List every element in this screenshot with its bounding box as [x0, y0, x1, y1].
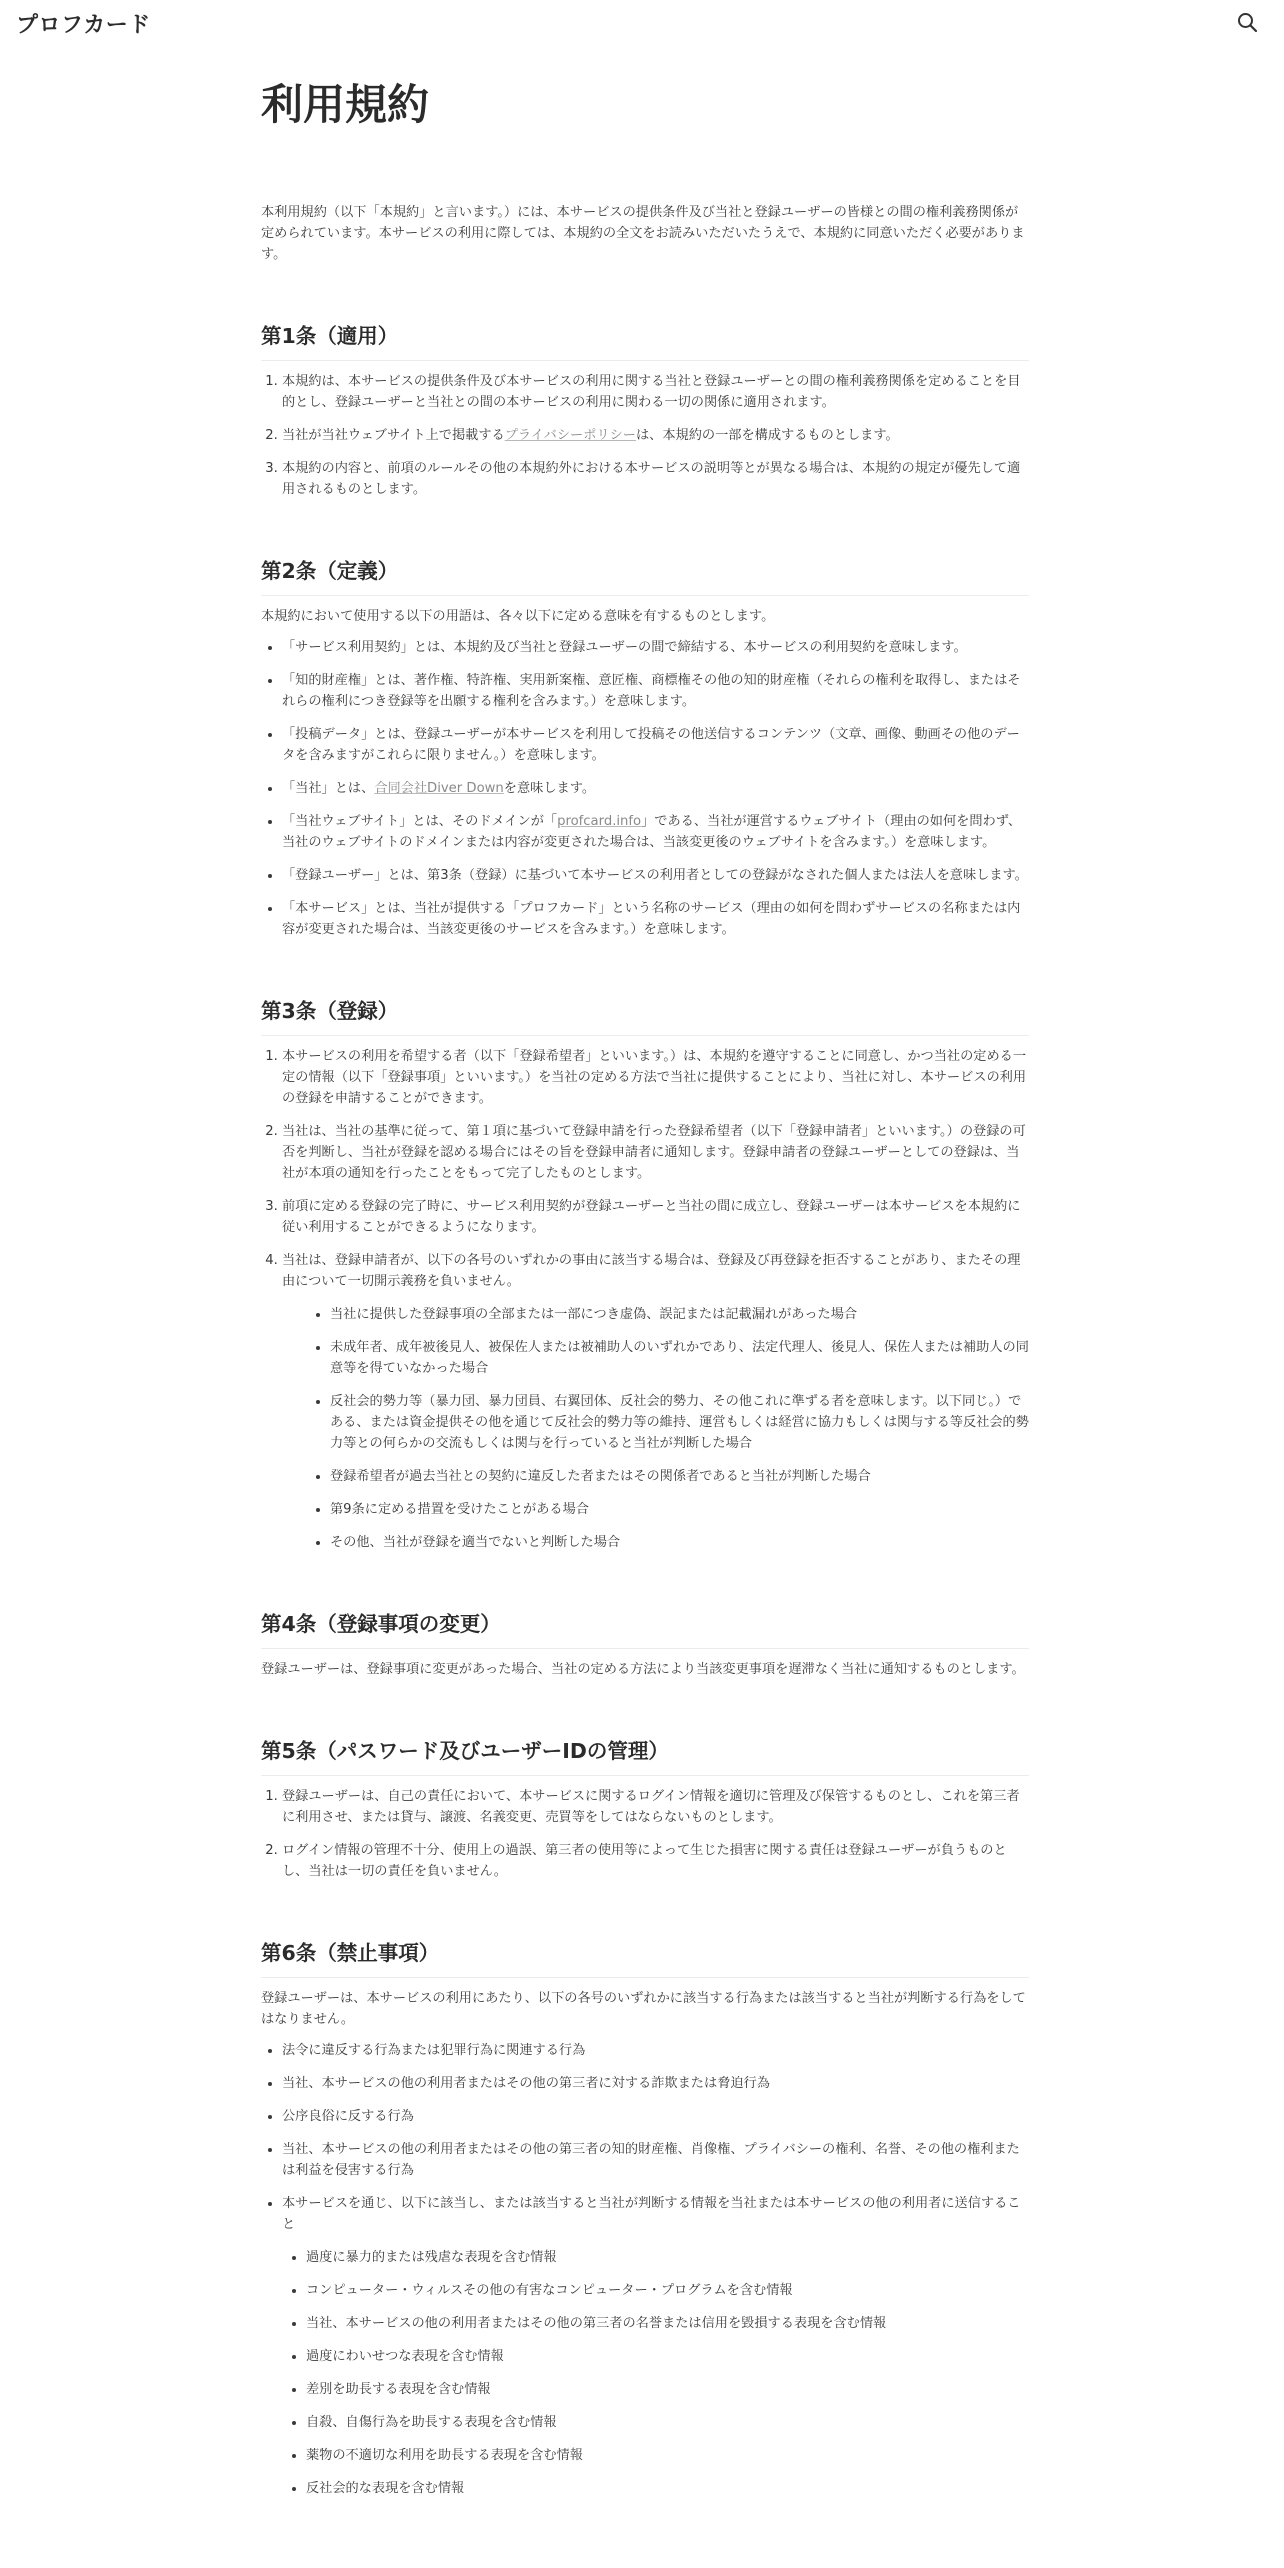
- website-link[interactable]: profcard.info: [557, 814, 642, 829]
- article-heading: 第2条（定義）: [261, 558, 1029, 596]
- page-title: 利用規約: [261, 80, 430, 129]
- list-item: • 当社、本サービスの他の利用者またはその他の第三者に対する詐欺または脅迫行為: [282, 2073, 1029, 2094]
- article-3: [261, 998, 1029, 1553]
- list-item-text: 当社は、登録申請者が、以下の各号のいずれかの事由に該当する場合は、登録及び再登録を拒否することがあり、またその理由について一切開示義務を負いません。: [282, 1253, 1021, 1289]
- list-item-text: 」である、当社が運営するウェブサイト（理由の如何を問わず、当社のウェブサイトのドメインまたは内容が変更された場合は、当該変更後のウェブサイトを含みます。）を意味します。: [282, 814, 1022, 850]
- list-item: • 「知的財産権」とは、著作権、特許権、実用新案権、意匠権、商標権その他の知的財産権（それらの権利を取得し、またはそれらの権利につき登録等を出願する権利を含みます。）を意味します。: [282, 670, 1029, 712]
- list-item: 1. 登録ユーザーは、自己の責任において、本サービスに関するログイン情報を適切に管理及び保管するものとし、これを第三者に利用させ、または貸与、譲渡、名義変更、売買等をしてはならないものとします。: [282, 1786, 1029, 1828]
- list-item-text: 本サービスを通じ、以下に該当し、または該当すると当社が判断する情報を当社または本サービスの他の利用者に送信すること: [282, 2196, 1021, 2232]
- sub-bullet-list: [282, 2247, 1029, 2499]
- sub-list-item: • その他、当社が登録を適当でないと判断した場合: [330, 1532, 1029, 1553]
- list-item: • 当社、本サービスの他の利用者またはその他の第三者の知的財産権、肖像権、プライバシーの権利、名誉、その他の権利または利益を侵害する行為: [282, 2139, 1029, 2181]
- list-item: 2. ログイン情報の管理不十分、使用上の過誤、第三者の使用等によって生じた損害に関する責任は登録ユーザーが負うものとし、当社は一切の責任を負いません。: [282, 1840, 1029, 1882]
- list-item: • 「サービス利用契約」とは、本規約及び当社と登録ユーザーの間で締結する、本サービスの利用契約を意味します。: [282, 637, 1029, 658]
- search-icon: [1235, 10, 1261, 36]
- bullet-list: [261, 2040, 1029, 2499]
- sub-list-item: • 薬物の不適切な利用を助長する表現を含む情報: [306, 2445, 1029, 2466]
- list-item-text: は、本規約の一部を構成するものとします。: [635, 428, 899, 443]
- search-button[interactable]: [1235, 10, 1261, 36]
- list-item: [282, 1250, 1029, 1553]
- list-item: 2. 当社は、当社の基準に従って、第１項に基づいて登録申請を行った登録希望者（以下「登録申請者」といいます。）の登録の可否を判断し、当社が登録を認める場合にはその旨を登録申請者に通知します。登録申請者の登録ユーザーとしての登録は、当社が本項の通知を行ったことをもって完了したものとします。: [282, 1121, 1029, 1184]
- article-6: [261, 1940, 1029, 2499]
- article-1: [261, 323, 1029, 500]
- numbered-list: [261, 1046, 1029, 1553]
- list-item: • 「投稿データ」とは、登録ユーザーが本サービスを利用して投稿その他送信するコンテンツ（文章、画像、動画その他のデータを含みますがこれらに限りません。）を意味します。: [282, 724, 1029, 766]
- list-item: [282, 425, 1029, 446]
- article-5: [261, 1738, 1029, 1882]
- terms-article: [261, 78, 1029, 2499]
- list-item: 1. 本規約は、本サービスの提供条件及び本サービスの利用に関する当社と登録ユーザーとの間の権利義務関係を定めることを目的とし、登録ユーザーと当社との間の本サービスの利用に関わる一切の関係に適用されます。: [282, 371, 1029, 413]
- article-heading: 第6条（禁止事項）: [261, 1940, 1029, 1978]
- sub-list-item: • 登録希望者が過去当社との契約に違反した者またはその関係者であると当社が判断した場合: [330, 1466, 1029, 1487]
- article-lead: 登録ユーザーは、本サービスの利用にあたり、以下の各号のいずれかに該当する行為または該当すると当社が判断する行為をしてはなりません。: [261, 1991, 1026, 2027]
- sub-list-item: • 反社会的勢力等（暴力団、暴力団員、右翼団体、反社会的勢力、その他これに準ずる者を意味します。以下同じ。）である、または資金提供その他を通じて反社会的勢力等の維持、運営もしくは経営に協力もしくは関与する等反社会的勢力等との何らかの交流もしくは関与を行っていると当社が判断した場合: [330, 1391, 1029, 1454]
- article-text: 登録ユーザーは、登録事項に変更があった場合、当社の定める方法により当該変更事項を遅滞なく当社に通知するものとします。: [261, 1662, 1025, 1677]
- company-link[interactable]: 合同会社Diver Down: [374, 781, 504, 796]
- list-item-text: 「当社ウェブサイト」とは、そのドメインが「: [282, 814, 558, 829]
- sub-list-item: • 過度に暴力的または残虐な表現を含む情報: [306, 2247, 1029, 2268]
- list-item: • 公序良俗に反する行為: [282, 2106, 1029, 2127]
- list-item: [282, 811, 1029, 853]
- article-4: [261, 1611, 1029, 1680]
- article-2: [261, 558, 1029, 940]
- bullet-list: [261, 637, 1029, 940]
- privacy-policy-link[interactable]: プライバシーポリシー: [504, 428, 636, 443]
- list-item: [282, 778, 1029, 799]
- numbered-list: [261, 371, 1029, 500]
- site-logo[interactable]: プロフカード: [16, 13, 151, 38]
- intro-paragraph: 本利用規約（以下「本規約」と言います。）には、本サービスの提供条件及び当社と登録ユーザーの皆様との間の権利義務関係が定められています。本サービスの利用に際しては、本規約の全文をお読みいただいたうえで、本規約に同意いただく必要があります。: [261, 205, 1025, 262]
- list-item: • 「本サービス」とは、当社が提供する「プロフカード」という名称のサービス（理由の如何を問わずサービスの名称または内容が変更された場合は、当該変更後のサービスを含みます。）を意味します。: [282, 898, 1029, 940]
- sub-list-item: • 過度にわいせつな表現を含む情報: [306, 2346, 1029, 2367]
- numbered-list: [261, 1786, 1029, 1882]
- article-lead: 本規約において使用する以下の用語は、各々以下に定める意味を有するものとします。: [261, 609, 775, 624]
- list-item-text: 当社が当社ウェブサイト上で掲載する: [282, 428, 505, 443]
- article-heading: 第4条（登録事項の変更）: [261, 1611, 1029, 1649]
- sub-list-item: • 第9条に定める措置を受けたことがある場合: [330, 1499, 1029, 1520]
- sub-list-item: • 差別を助長する表現を含む情報: [306, 2379, 1029, 2400]
- sub-list-item: • 当社、本サービスの他の利用者またはその他の第三者の名誉または信用を毀損する表現を含む情報: [306, 2313, 1029, 2334]
- sub-list-item: • 反社会的な表現を含む情報: [306, 2478, 1029, 2499]
- top-bar: [0, 0, 1284, 46]
- sub-list-item: • コンピューター・ウィルスその他の有害なコンピューター・プログラムを含む情報: [306, 2280, 1029, 2301]
- sub-list-item: • 未成年者、成年被後見人、被保佐人または被補助人のいずれかであり、法定代理人、後見人、保佐人または補助人の同意等を得ていなかった場合: [330, 1337, 1029, 1379]
- list-item: 3. 本規約の内容と、前項のルールその他の本規約外における本サービスの説明等とが異なる場合は、本規約の規定が優先して適用されるものとします。: [282, 458, 1029, 500]
- sub-bullet-list: [282, 1304, 1029, 1553]
- article-heading: 第3条（登録）: [261, 998, 1029, 1036]
- list-item: [282, 2193, 1029, 2499]
- list-item: 1. 本サービスの利用を希望する者（以下「登録希望者」といいます。）は、本規約を遵守することに同意し、かつ当社の定める一定の情報（以下「登録事項」といいます。）を当社の定める方法で当社に提供することにより、当社に対し、本サービスの利用の登録を申請することができます。: [282, 1046, 1029, 1109]
- list-item: • 法令に違反する行為または犯罪行為に関連する行為: [282, 2040, 1029, 2061]
- list-item: 3. 前項に定める登録の完了時に、サービス利用契約が登録ユーザーと当社の間に成立し、登録ユーザーは本サービスを本規約に従い利用することができるようになります。: [282, 1196, 1029, 1238]
- article-heading: 第5条（パスワード及びユーザーIDの管理）: [261, 1738, 1029, 1776]
- sub-list-item: • 自殺、自傷行為を助長する表現を含む情報: [306, 2412, 1029, 2433]
- list-item-text: を意味します。: [503, 781, 596, 796]
- sub-list-item: • 当社に提供した登録事項の全部または一部につき虚偽、誤記または記載漏れがあった場合: [330, 1304, 1029, 1325]
- article-heading: 第1条（適用）: [261, 323, 1029, 361]
- list-item-text: 「当社」とは、: [282, 781, 375, 796]
- list-item: • 「登録ユーザー」とは、第3条（登録）に基づいて本サービスの利用者としての登録がなされた個人または法人を意味します。: [282, 865, 1029, 886]
